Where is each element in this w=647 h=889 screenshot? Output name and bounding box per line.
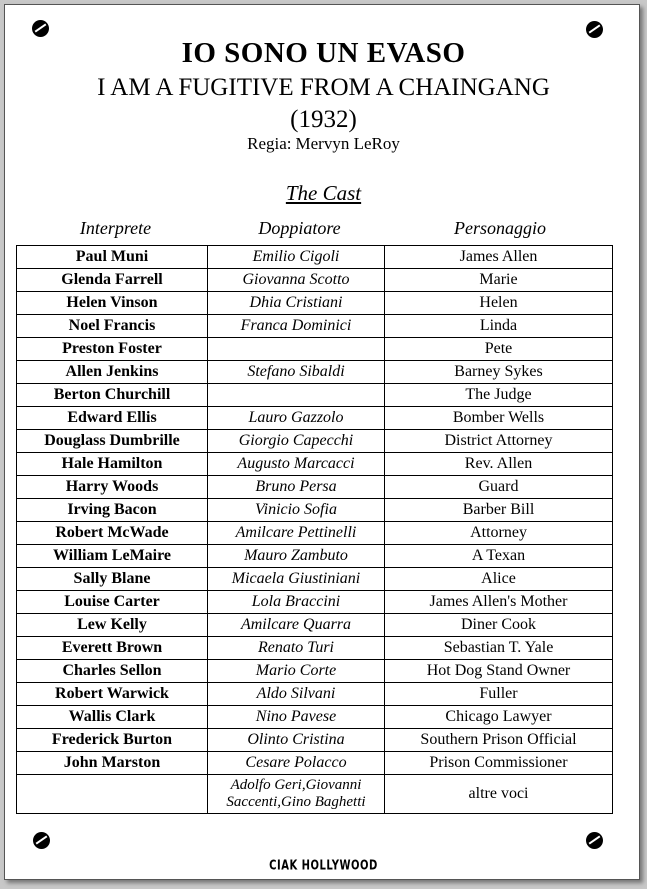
actor-cell: Wallis Clark (17, 706, 208, 729)
dubber-cell (208, 384, 385, 407)
dubber-cell: Amilcare Pettinelli (208, 522, 385, 545)
table-row (17, 453, 613, 476)
screw-bottom-right-icon (586, 832, 603, 849)
dubber-cell (208, 338, 385, 361)
table-row (17, 361, 613, 384)
title-italian: IO SONO UN EVASO (181, 37, 466, 69)
dubber-cell: Olinto Cristina (208, 729, 385, 752)
dubber-cell: Amilcare Quarra (208, 614, 385, 637)
table-row (17, 614, 613, 637)
character-cell: Prison Commissioner (385, 752, 613, 775)
dubber-cell: Vinicio Sofia (208, 499, 385, 522)
actor-cell: Paul Muni (17, 246, 208, 269)
actor-cell: William LeMaire (17, 545, 208, 568)
table-row (17, 683, 613, 706)
actor-cell: Everett Brown (17, 637, 208, 660)
table-row (17, 752, 613, 775)
cast-heading: The Cast (285, 181, 362, 205)
screw-bottom-left-icon (33, 832, 50, 849)
character-cell: Sebastian T. Yale (385, 637, 613, 660)
dubber-cell: Mario Corte (208, 660, 385, 683)
column-header-dubber: Doppiatore (258, 218, 341, 238)
screw-top-left-icon (32, 20, 49, 37)
character-cell: Linda (385, 315, 613, 338)
table-row (17, 384, 613, 407)
character-cell: James Allen (385, 246, 613, 269)
director-line (0, 134, 647, 154)
character-cell: Barney Sykes (385, 361, 613, 384)
actor-cell: Douglass Dumbrille (17, 430, 208, 453)
character-cell: Southern Prison Official (385, 729, 613, 752)
character-cell: Pete (385, 338, 613, 361)
character-cell: Chicago Lawyer (385, 706, 613, 729)
table-row (17, 775, 613, 814)
dubber-cell: Aldo Silvani (208, 683, 385, 706)
actor-cell: Noel Francis (17, 315, 208, 338)
actor-cell (17, 775, 208, 814)
actor-cell: John Marston (17, 752, 208, 775)
table-row (17, 292, 613, 315)
dubber-cell: Stefano Sibaldi (208, 361, 385, 384)
character-cell: District Attorney (385, 430, 613, 453)
actor-cell: Robert McWade (17, 522, 208, 545)
character-cell: Helen (385, 292, 613, 315)
dubber-cell: Emilio Cigoli (208, 246, 385, 269)
character-cell: The Judge (385, 384, 613, 407)
dubber-cell: Augusto Marcacci (208, 453, 385, 476)
actor-cell: Helen Vinson (17, 292, 208, 315)
dubber-cell: Adolfo Geri,Giovanni Saccenti,Gino Baghetti (208, 775, 385, 814)
actor-cell: Frederick Burton (17, 729, 208, 752)
table-row (17, 430, 613, 453)
title-english: I AM A FUGITIVE FROM A CHAINGANG (97, 74, 550, 101)
actor-cell: Berton Churchill (17, 384, 208, 407)
table-row (17, 269, 613, 292)
director-name: Mervyn LeRoy (295, 134, 400, 153)
character-cell: Attorney (385, 522, 613, 545)
dubber-cell: Franca Dominici (208, 315, 385, 338)
character-cell: Barber Bill (385, 499, 613, 522)
table-row (17, 660, 613, 683)
table-row (17, 591, 613, 614)
character-cell: Marie (385, 269, 613, 292)
dubber-cell: Lola Braccini (208, 591, 385, 614)
release-year: (1932) (290, 106, 357, 133)
table-row (17, 246, 613, 269)
dubber-cell: Nino Pavese (208, 706, 385, 729)
dubber-cell: Dhia Cristiani (208, 292, 385, 315)
table-row (17, 407, 613, 430)
dubber-cell: Giovanna Scotto (208, 269, 385, 292)
dubber-cell: Lauro Gazzolo (208, 407, 385, 430)
character-cell: altre voci (385, 775, 613, 814)
actor-cell: Robert Warwick (17, 683, 208, 706)
dubber-cell: Micaela Giustiniani (208, 568, 385, 591)
table-row (17, 499, 613, 522)
director-label: Regia: (247, 134, 292, 153)
actor-cell: Glenda Farrell (17, 269, 208, 292)
table-row (17, 729, 613, 752)
logo-text: CIAK HOLLYWOOD (269, 859, 378, 874)
cast-table (16, 245, 613, 814)
character-cell: Diner Cook (385, 614, 613, 637)
actor-cell: Edward Ellis (17, 407, 208, 430)
screw-top-right-icon (586, 21, 603, 38)
actor-cell: Lew Kelly (17, 614, 208, 637)
column-header-actor: Interprete (79, 218, 152, 238)
actor-cell: Charles Sellon (17, 660, 208, 683)
table-row (17, 522, 613, 545)
actor-cell: Sally Blane (17, 568, 208, 591)
column-header-character: Personaggio (454, 218, 546, 238)
table-row (17, 545, 613, 568)
character-cell: A Texan (385, 545, 613, 568)
dubber-cell: Mauro Zambuto (208, 545, 385, 568)
table-row (17, 706, 613, 729)
table-row (17, 476, 613, 499)
character-cell: James Allen's Mother (385, 591, 613, 614)
ciak-hollywood-logo (0, 856, 647, 874)
dubber-cell: Cesare Polacco (208, 752, 385, 775)
table-row (17, 568, 613, 591)
character-cell: Guard (385, 476, 613, 499)
actor-cell: Preston Foster (17, 338, 208, 361)
character-cell: Hot Dog Stand Owner (385, 660, 613, 683)
actor-cell: Hale Hamilton (17, 453, 208, 476)
dubber-cell: Bruno Persa (208, 476, 385, 499)
actor-cell: Louise Carter (17, 591, 208, 614)
character-cell: Rev. Allen (385, 453, 613, 476)
table-row (17, 637, 613, 660)
table-row (17, 338, 613, 361)
dubber-cell: Giorgio Capecchi (208, 430, 385, 453)
actor-cell: Allen Jenkins (17, 361, 208, 384)
character-cell: Bomber Wells (385, 407, 613, 430)
dubber-cell: Renato Turi (208, 637, 385, 660)
table-row (17, 315, 613, 338)
actor-cell: Harry Woods (17, 476, 208, 499)
character-cell: Fuller (385, 683, 613, 706)
actor-cell: Irving Bacon (17, 499, 208, 522)
character-cell: Alice (385, 568, 613, 591)
